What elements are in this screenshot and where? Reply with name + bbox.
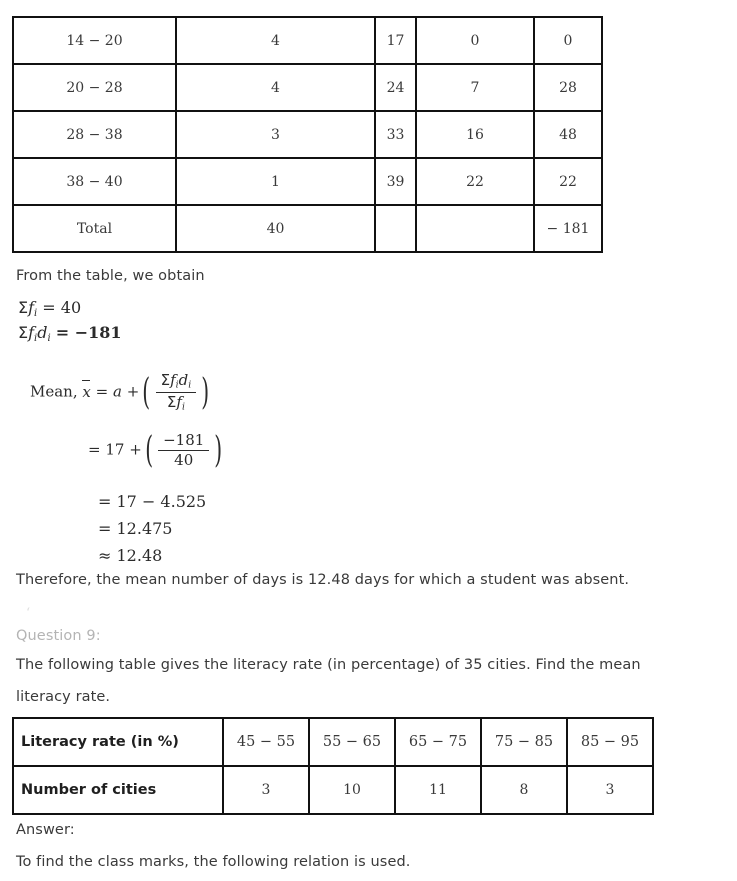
cell-frequency: 4	[176, 17, 375, 64]
row-header-literacy-rate: Literacy rate (in %)	[13, 718, 223, 766]
sigma-symbol: Σ	[18, 298, 29, 317]
cell-city-count: 11	[395, 766, 481, 814]
step-substitute-lhs: = 17 +	[88, 440, 142, 459]
step-subtract: = 17 − 4.525	[98, 492, 207, 511]
d-symbol: d	[37, 323, 48, 342]
step-deviation-frequency-table	[12, 16, 603, 253]
table-row	[13, 111, 602, 158]
right-paren: )	[214, 428, 223, 472]
f-symbol: f	[170, 371, 176, 389]
cell-city-count: 3	[223, 766, 309, 814]
cell-class-interval: 14 − 20	[13, 17, 176, 64]
i-subscript: i	[34, 307, 38, 319]
cell-frequency: 4	[176, 64, 375, 111]
fraction-minus181-over-40	[158, 432, 209, 469]
cell-class-interval: 38 − 40	[13, 158, 176, 205]
i-subscript: i	[34, 332, 38, 344]
cell-di: 7	[416, 64, 534, 111]
x-bar-symbol: x	[82, 382, 91, 401]
from-table-line: From the table, we obtain	[16, 268, 205, 284]
fraction-sigma-fidi-over-sigma-fi	[156, 372, 197, 413]
cell-class-interval: 85 − 95	[567, 718, 653, 766]
cell-xi: 39	[375, 158, 416, 205]
cell-class-interval: 20 − 28	[13, 64, 176, 111]
stray-mark: ‘	[26, 606, 31, 621]
i-subscript: i	[188, 379, 192, 391]
cell-di: 16	[416, 111, 534, 158]
cell-xi: 17	[375, 17, 416, 64]
table-row-total	[13, 205, 602, 252]
cell-di: 22	[416, 158, 534, 205]
i-subscript: i	[47, 332, 51, 344]
mean-formula	[30, 372, 213, 413]
cell-fidi: 22	[534, 158, 602, 205]
left-paren: (	[142, 370, 151, 414]
cell-frequency: 1	[176, 158, 375, 205]
fraction-denominator	[156, 392, 197, 413]
sum-fidi-value: = −181	[55, 323, 122, 342]
sum-frequency-value: = 40	[42, 298, 82, 317]
fraction-numerator	[156, 372, 197, 392]
question-body-line-2: literacy rate.	[16, 689, 111, 705]
conclusion-line: Therefore, the mean number of days is 12.48 days for which a student was absent.	[16, 572, 630, 588]
cell-city-count: 8	[481, 766, 567, 814]
table-row	[13, 158, 602, 205]
cell-total-xi	[375, 205, 416, 252]
cell-city-count: 3	[567, 766, 653, 814]
fraction-numerator: −181	[163, 431, 205, 449]
cell-xi: 33	[375, 111, 416, 158]
step-rounded: ≈ 12.48	[98, 546, 163, 565]
cell-frequency: 3	[176, 111, 375, 158]
table-row-city-count	[13, 766, 653, 814]
cell-fidi: 0	[534, 17, 602, 64]
question-heading: Question 9:	[16, 628, 101, 644]
sigma-symbol: Σ	[160, 371, 171, 389]
d-symbol: d	[178, 371, 189, 389]
table-row	[13, 17, 602, 64]
cell-di: 0	[416, 17, 534, 64]
f-symbol: f	[176, 393, 182, 411]
cell-class-interval: 28 − 38	[13, 111, 176, 158]
sum-frequency-equation	[18, 298, 81, 319]
cell-fidi: 48	[534, 111, 602, 158]
mean-label: Mean,	[30, 382, 78, 401]
table-row-literacy-rate	[13, 718, 653, 766]
cell-class-interval: 75 − 85	[481, 718, 567, 766]
cell-xi: 24	[375, 64, 416, 111]
cell-city-count: 10	[309, 766, 395, 814]
cell-class-interval: 65 − 75	[395, 718, 481, 766]
f-symbol: f	[28, 298, 35, 317]
literacy-rate-table	[12, 717, 654, 815]
row-header-number-of-cities: Number of cities	[13, 766, 223, 814]
fraction-denominator: 40	[158, 450, 209, 469]
step-exact: = 12.475	[98, 519, 173, 538]
table-row	[13, 64, 602, 111]
sigma-symbol: Σ	[166, 393, 177, 411]
equals-a-plus: = a +	[95, 382, 140, 401]
step-substitute	[88, 428, 226, 472]
i-subscript: i	[181, 401, 185, 413]
answer-line-1: To find the class marks, the following relation is used.	[16, 854, 411, 870]
cell-total-label: Total	[13, 205, 176, 252]
question-body-line-1: The following table gives the literacy rate (in percentage) of 35 cities. Find the mean	[16, 657, 641, 673]
sum-fidi-equation	[18, 323, 122, 344]
cell-class-interval: 45 − 55	[223, 718, 309, 766]
answer-label: Answer:	[16, 822, 75, 838]
i-subscript: i	[175, 379, 179, 391]
cell-total-frequency: 40	[176, 205, 375, 252]
cell-total-di	[416, 205, 534, 252]
cell-fidi: 28	[534, 64, 602, 111]
cell-class-interval: 55 − 65	[309, 718, 395, 766]
f-symbol: f	[28, 323, 35, 342]
sigma-symbol: Σ	[18, 323, 29, 342]
left-paren: (	[144, 428, 153, 472]
cell-total-fidi: − 181	[534, 205, 602, 252]
right-paren: )	[201, 370, 210, 414]
